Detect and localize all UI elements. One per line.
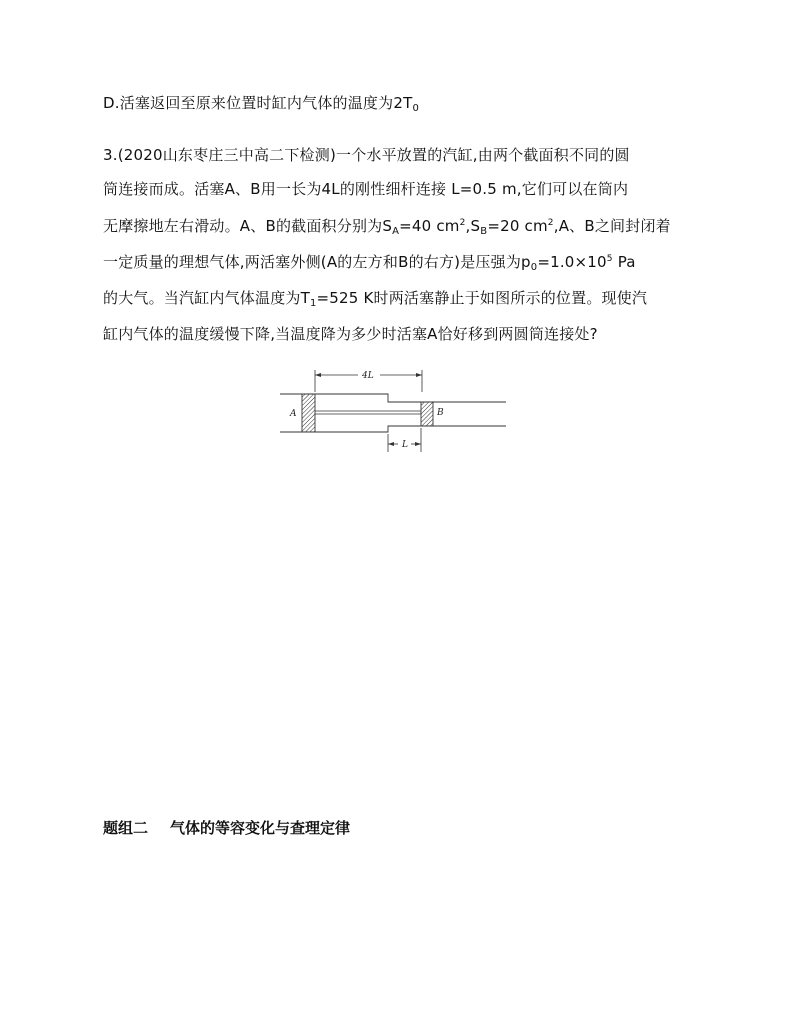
- piston-a: [302, 394, 315, 432]
- problem-line-2: 筒连接而成。活塞A、B用一长为4L的刚性细杆连接 L=0.5 m,它们可以在筒内: [103, 180, 629, 198]
- dimension-l: [388, 428, 421, 452]
- section-heading: [103, 818, 350, 838]
- problem-line-5: [103, 288, 647, 314]
- label-b: B: [437, 408, 444, 418]
- label-l: L: [402, 440, 408, 450]
- option-d-subscript: 0: [412, 103, 419, 114]
- dimension-4l: [315, 370, 422, 392]
- line3-sup: 2: [547, 218, 554, 228]
- line3-sup: 2: [459, 218, 466, 228]
- line3-sub-a: A: [392, 226, 400, 237]
- problem-line-6: 缸内气体的温度缓慢下降,当温度降为多少时活塞A恰好移到两圆筒连接处?: [103, 325, 598, 343]
- label-4l: 4L: [362, 371, 374, 381]
- line4-part: 一定质量的理想气体,两活塞外侧(A的左方和B的右方)是压强为p: [103, 253, 531, 271]
- problem-line-4: [103, 249, 636, 278]
- line3-part: ,S: [465, 217, 481, 235]
- section-title: 气体的等容变化与查理定律: [170, 819, 351, 837]
- problem-line-1: 3.(2020山东枣庄三中高二下检测)一个水平放置的汽缸,由两个截面积不同的圆: [103, 146, 630, 164]
- line3-part: =20 cm: [487, 217, 548, 235]
- line4-part: =1.0×10: [537, 253, 607, 271]
- line3-part: 无摩擦地左右滑动。A、B的截面积分别为S: [103, 217, 393, 235]
- line4-sup: 5: [606, 254, 613, 264]
- line3-part: ,A、B之间封闭着: [553, 217, 671, 235]
- option-d-text: D.活塞返回至原来位置时缸内气体的温度为2T: [103, 94, 413, 112]
- option-d: [103, 93, 419, 119]
- connecting-rod: [315, 411, 421, 414]
- problem-line-3: [103, 213, 671, 242]
- label-a: A: [290, 409, 297, 419]
- section-group: 题组二: [103, 819, 149, 837]
- line5-part: 的大气。当汽缸内气体温度为T: [103, 289, 310, 307]
- line3-part: =40 cm: [399, 217, 460, 235]
- line4-part: Pa: [612, 253, 636, 271]
- cylinder-diagram: [280, 368, 512, 456]
- line4-sub: 0: [530, 262, 538, 273]
- line5-sub: 1: [309, 298, 317, 309]
- line3-sub-b: B: [480, 226, 488, 237]
- line5-part: =525 K时两活塞静止于如图所示的位置。现使汽: [316, 289, 648, 307]
- piston-b: [421, 402, 433, 426]
